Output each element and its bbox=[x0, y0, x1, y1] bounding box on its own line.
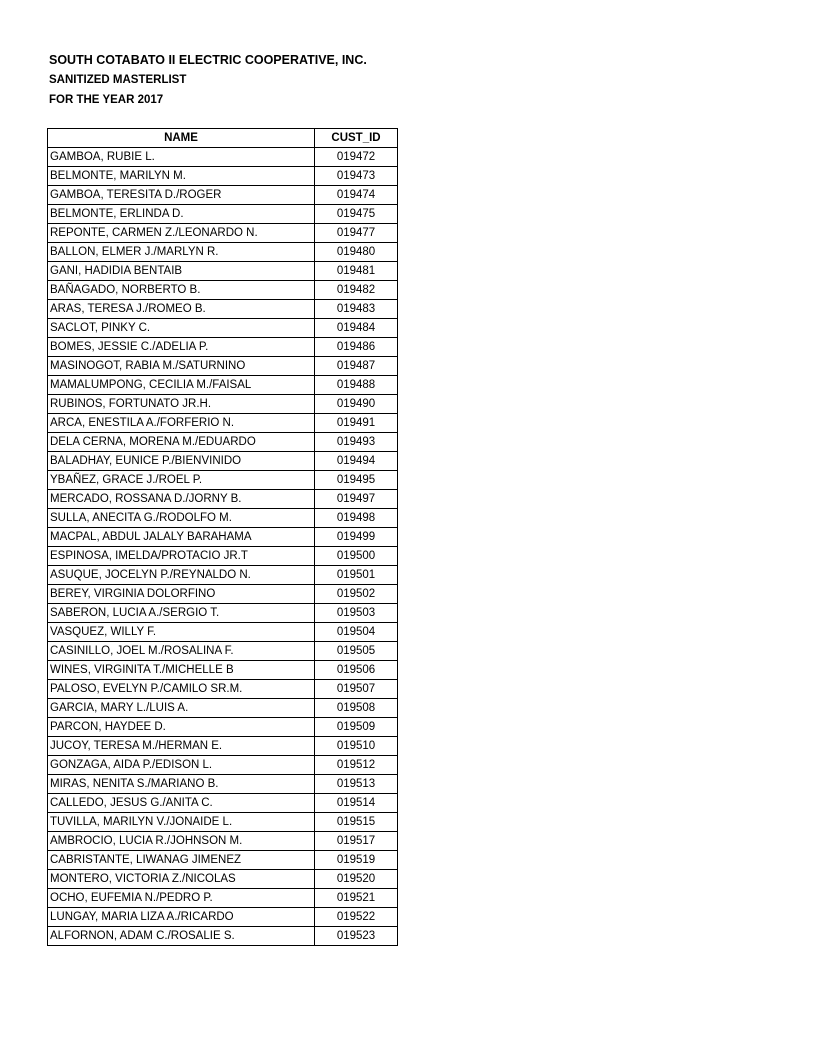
table-row bbox=[48, 357, 398, 376]
cell-name: TUVILLA, MARILYN V./JONAIDE L. bbox=[48, 813, 315, 832]
cell-name: JUCOY, TERESA M./HERMAN E. bbox=[48, 737, 315, 756]
cell-name: DELA CERNA, MORENA M./EDUARDO bbox=[48, 433, 315, 452]
cell-name: MACPAL, ABDUL JALALY BARAHAMA bbox=[48, 528, 315, 547]
table-row bbox=[48, 718, 398, 737]
cell-name: REPONTE, CARMEN Z./LEONARDO N. bbox=[48, 224, 315, 243]
cell-cust-id: 019504 bbox=[315, 623, 398, 642]
cell-cust-id: 019512 bbox=[315, 756, 398, 775]
table-row bbox=[48, 908, 398, 927]
table-row bbox=[48, 509, 398, 528]
cell-cust-id: 019474 bbox=[315, 186, 398, 205]
table-body bbox=[48, 148, 398, 946]
table-row bbox=[48, 756, 398, 775]
cell-name: VASQUEZ, WILLY F. bbox=[48, 623, 315, 642]
cell-cust-id: 019503 bbox=[315, 604, 398, 623]
cell-cust-id: 019507 bbox=[315, 680, 398, 699]
list-title: SANITIZED MASTERLIST bbox=[49, 74, 187, 86]
cell-name: LUNGAY, MARIA LIZA A./RICARDO bbox=[48, 908, 315, 927]
cell-name: ALFORNON, ADAM C./ROSALIE S. bbox=[48, 927, 315, 946]
year-line: FOR THE YEAR 2017 bbox=[49, 94, 164, 106]
cell-name: ARCA, ENESTILA A./FORFERIO N. bbox=[48, 414, 315, 433]
cell-cust-id: 019523 bbox=[315, 927, 398, 946]
cell-name: SACLOT, PINKY C. bbox=[48, 319, 315, 338]
cell-cust-id: 019499 bbox=[315, 528, 398, 547]
column-header-cust-id: CUST_ID bbox=[315, 129, 398, 148]
document-header bbox=[49, 50, 367, 110]
cell-cust-id: 019494 bbox=[315, 452, 398, 471]
cell-cust-id: 019488 bbox=[315, 376, 398, 395]
cell-name: MERCADO, ROSSANA D./JORNY B. bbox=[48, 490, 315, 509]
cell-cust-id: 019473 bbox=[315, 167, 398, 186]
cell-name: BAÑAGADO, NORBERTO B. bbox=[48, 281, 315, 300]
cell-cust-id: 019495 bbox=[315, 471, 398, 490]
cell-cust-id: 019522 bbox=[315, 908, 398, 927]
cell-name: PARCON, HAYDEE D. bbox=[48, 718, 315, 737]
cell-name: ARAS, TERESA J./ROMEO B. bbox=[48, 300, 315, 319]
cell-name: MASINOGOT, RABIA M./SATURNINO bbox=[48, 357, 315, 376]
table-row bbox=[48, 243, 398, 262]
cell-name: SABERON, LUCIA A./SERGIO T. bbox=[48, 604, 315, 623]
cell-cust-id: 019508 bbox=[315, 699, 398, 718]
table-row bbox=[48, 737, 398, 756]
cell-name: GANI, HADIDIA BENTAIB bbox=[48, 262, 315, 281]
table-row bbox=[48, 452, 398, 471]
cell-name: CALLEDO, JESUS G./ANITA C. bbox=[48, 794, 315, 813]
cell-name: CABRISTANTE, LIWANAG JIMENEZ bbox=[48, 851, 315, 870]
cell-cust-id: 019519 bbox=[315, 851, 398, 870]
table-row bbox=[48, 661, 398, 680]
table-row bbox=[48, 167, 398, 186]
cell-cust-id: 019497 bbox=[315, 490, 398, 509]
cell-cust-id: 019491 bbox=[315, 414, 398, 433]
table-row bbox=[48, 680, 398, 699]
cell-name: BEREY, VIRGINIA DOLORFINO bbox=[48, 585, 315, 604]
table-row bbox=[48, 205, 398, 224]
table-row bbox=[48, 224, 398, 243]
cell-cust-id: 019513 bbox=[315, 775, 398, 794]
table-row bbox=[48, 148, 398, 167]
cell-cust-id: 019520 bbox=[315, 870, 398, 889]
cell-cust-id: 019477 bbox=[315, 224, 398, 243]
table-row bbox=[48, 851, 398, 870]
table-row bbox=[48, 528, 398, 547]
cell-cust-id: 019510 bbox=[315, 737, 398, 756]
cell-cust-id: 019521 bbox=[315, 889, 398, 908]
table-row bbox=[48, 186, 398, 205]
cell-cust-id: 019514 bbox=[315, 794, 398, 813]
table-row bbox=[48, 623, 398, 642]
table-row bbox=[48, 870, 398, 889]
cell-name: BELMONTE, ERLINDA D. bbox=[48, 205, 315, 224]
cell-cust-id: 019493 bbox=[315, 433, 398, 452]
cell-name: YBAÑEZ, GRACE J./ROEL P. bbox=[48, 471, 315, 490]
table-row bbox=[48, 699, 398, 718]
cell-cust-id: 019475 bbox=[315, 205, 398, 224]
cell-name: GONZAGA, AIDA P./EDISON L. bbox=[48, 756, 315, 775]
cell-name: RUBINOS, FORTUNATO JR.H. bbox=[48, 395, 315, 414]
table-row bbox=[48, 490, 398, 509]
cell-cust-id: 019500 bbox=[315, 547, 398, 566]
cell-name: BOMES, JESSIE C./ADELIA P. bbox=[48, 338, 315, 357]
cell-name: MONTERO, VICTORIA Z./NICOLAS bbox=[48, 870, 315, 889]
table-row bbox=[48, 395, 398, 414]
cell-cust-id: 019505 bbox=[315, 642, 398, 661]
cell-name: GARCIA, MARY L./LUIS A. bbox=[48, 699, 315, 718]
column-header-name: NAME bbox=[48, 129, 315, 148]
cell-cust-id: 019506 bbox=[315, 661, 398, 680]
cell-name: BALLON, ELMER J./MARLYN R. bbox=[48, 243, 315, 262]
table-row bbox=[48, 813, 398, 832]
table-row bbox=[48, 889, 398, 908]
table-row bbox=[48, 775, 398, 794]
cell-cust-id: 019481 bbox=[315, 262, 398, 281]
table-row bbox=[48, 300, 398, 319]
cell-name: GAMBOA, TERESITA D./ROGER bbox=[48, 186, 315, 205]
cell-name: ASUQUE, JOCELYN P./REYNALDO N. bbox=[48, 566, 315, 585]
table-row bbox=[48, 281, 398, 300]
table-row bbox=[48, 585, 398, 604]
cell-cust-id: 019487 bbox=[315, 357, 398, 376]
table-row bbox=[48, 832, 398, 851]
cell-cust-id: 019483 bbox=[315, 300, 398, 319]
cell-name: ESPINOSA, IMELDA/PROTACIO JR.T bbox=[48, 547, 315, 566]
table-row bbox=[48, 414, 398, 433]
cell-name: WINES, VIRGINITA T./MICHELLE B bbox=[48, 661, 315, 680]
cell-name: SULLA, ANECITA G./RODOLFO M. bbox=[48, 509, 315, 528]
cell-cust-id: 019484 bbox=[315, 319, 398, 338]
cell-name: MIRAS, NENITA S./MARIANO B. bbox=[48, 775, 315, 794]
cell-name: PALOSO, EVELYN P./CAMILO SR.M. bbox=[48, 680, 315, 699]
table-row bbox=[48, 642, 398, 661]
table-row bbox=[48, 433, 398, 452]
cell-name: OCHO, EUFEMIA N./PEDRO P. bbox=[48, 889, 315, 908]
table-row bbox=[48, 794, 398, 813]
company-name: SOUTH COTABATO II ELECTRIC COOPERATIVE, INC. bbox=[49, 53, 367, 67]
cell-name: CASINILLO, JOEL M./ROSALINA F. bbox=[48, 642, 315, 661]
cell-cust-id: 019502 bbox=[315, 585, 398, 604]
table-header-row bbox=[48, 129, 398, 148]
cell-cust-id: 019490 bbox=[315, 395, 398, 414]
table-row bbox=[48, 566, 398, 585]
cell-cust-id: 019509 bbox=[315, 718, 398, 737]
table-row bbox=[48, 376, 398, 395]
cell-cust-id: 019482 bbox=[315, 281, 398, 300]
table-row bbox=[48, 471, 398, 490]
cell-name: BALADHAY, EUNICE P./BIENVINIDO bbox=[48, 452, 315, 471]
table-row bbox=[48, 547, 398, 566]
cell-name: GAMBOA, RUBIE L. bbox=[48, 148, 315, 167]
table-row bbox=[48, 604, 398, 623]
table-row bbox=[48, 927, 398, 946]
cell-name: AMBROCIO, LUCIA R./JOHNSON M. bbox=[48, 832, 315, 851]
cell-cust-id: 019480 bbox=[315, 243, 398, 262]
masterlist-table bbox=[47, 128, 398, 946]
table-row bbox=[48, 338, 398, 357]
cell-cust-id: 019517 bbox=[315, 832, 398, 851]
cell-cust-id: 019498 bbox=[315, 509, 398, 528]
table-row bbox=[48, 262, 398, 281]
table-row bbox=[48, 319, 398, 338]
cell-cust-id: 019486 bbox=[315, 338, 398, 357]
cell-cust-id: 019472 bbox=[315, 148, 398, 167]
cell-cust-id: 019515 bbox=[315, 813, 398, 832]
cell-cust-id: 019501 bbox=[315, 566, 398, 585]
cell-name: BELMONTE, MARILYN M. bbox=[48, 167, 315, 186]
cell-name: MAMALUMPONG, CECILIA M./FAISAL bbox=[48, 376, 315, 395]
